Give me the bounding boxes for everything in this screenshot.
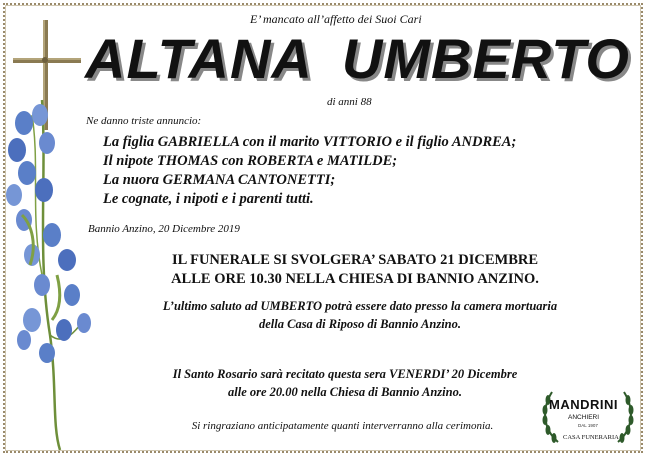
farewell-line: L’ultimo saluto ad UMBERTO potrà essere dato presso la camera mortuaria [162,299,558,313]
funeral-line: IL FUNERALE SI SVOLGERA’ SABATO 21 DICEMBRE [171,252,539,268]
funeral-home-subtitle: ANCHIERI [568,414,600,421]
last-name: UMBERTO [341,27,630,90]
announcement: Ne danno triste annuncio: [86,115,202,127]
deceased-name [85,26,630,94]
rosary-line: Il Santo Rosario sarà recitato questa sera VENERDI’ 20 Dicembre [172,367,518,381]
farewell-line: della Casa di Riposo di Bannio Anzino. [258,317,462,331]
family-line: La figlia GABRIELLA con il marito VITTORIO e il figlio ANDREA; [103,134,517,150]
family-line: Il nipote THOMAS con ROBERTA e MATILDE; [103,153,398,169]
funeral-info [0,251,650,289]
funeral-home-year: DAL 1907 [578,423,598,428]
rosary-line: alle ore 20.00 nella Chiesa di Bannio Anzino. [228,385,462,399]
family-list [103,133,516,209]
funeral-line: ALLE ORE 10.30 NELLA CHIESA DI BANNIO ANZINO. [171,271,539,287]
family-line: Le cognate, i nipoti e i parenti tutti. [103,191,314,207]
funeral-home-name: MANDRINI [549,397,618,412]
place-date: Bannio Anzino, 20 Dicembre 2019 [88,223,240,235]
age: di anni 88 [327,96,372,108]
thanks-text: Si ringraziano anticipatamente quanti interverranno alla cerimonia. [191,420,494,432]
funeral-home-type: CASA FUNERARIA [563,434,619,441]
first-name: ALTANA [85,27,313,90]
top-line: E’ mancato all’affetto dei Suoi Cari [250,12,422,26]
family-line: La nuora GERMANA CANTONETTI; [103,172,336,188]
farewell-info [0,297,650,333]
